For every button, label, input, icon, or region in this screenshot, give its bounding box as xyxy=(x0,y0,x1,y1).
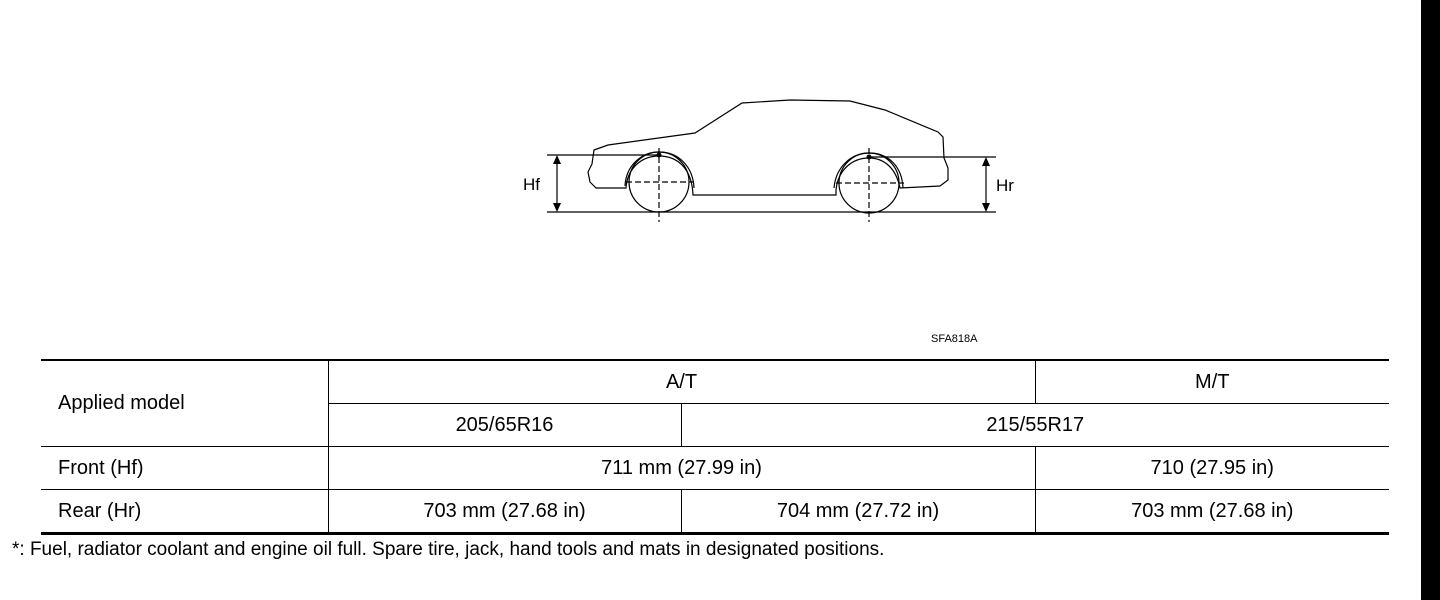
tire-215-55r17-header: 215/55R17 xyxy=(681,404,1389,447)
vehicle-height-table xyxy=(41,359,1389,535)
front-at-value: 711 mm (27.99 in) xyxy=(328,447,1035,490)
tire-205-65r16-header: 205/65R16 xyxy=(328,404,681,447)
rear-at-215-value: 704 mm (27.72 in) xyxy=(681,490,1035,534)
rear-row-label: Rear (Hr) xyxy=(41,490,328,534)
front-row-label: Front (Hf) xyxy=(41,447,328,490)
applied-model-header: Applied model xyxy=(41,360,328,447)
front-mt-value: 710 (27.95 in) xyxy=(1035,447,1389,490)
car-body-outline xyxy=(588,100,948,195)
mt-header: M/T xyxy=(1035,360,1389,404)
rear-mt-value: 703 mm (27.68 in) xyxy=(1035,490,1389,534)
table-row xyxy=(41,490,1389,534)
rear-height-label: Hr xyxy=(996,176,1014,195)
table-row xyxy=(41,447,1389,490)
footnote: *: Fuel, radiator coolant and engine oil full. Spare tire, jack, hand tools and mats in designated positions. xyxy=(12,539,885,560)
figure-code: SFA818A xyxy=(931,333,978,345)
at-header: A/T xyxy=(328,360,1035,404)
table-row xyxy=(41,360,1389,404)
front-height-label: Hf xyxy=(523,175,540,194)
rear-at-205-value: 703 mm (27.68 in) xyxy=(328,490,681,534)
